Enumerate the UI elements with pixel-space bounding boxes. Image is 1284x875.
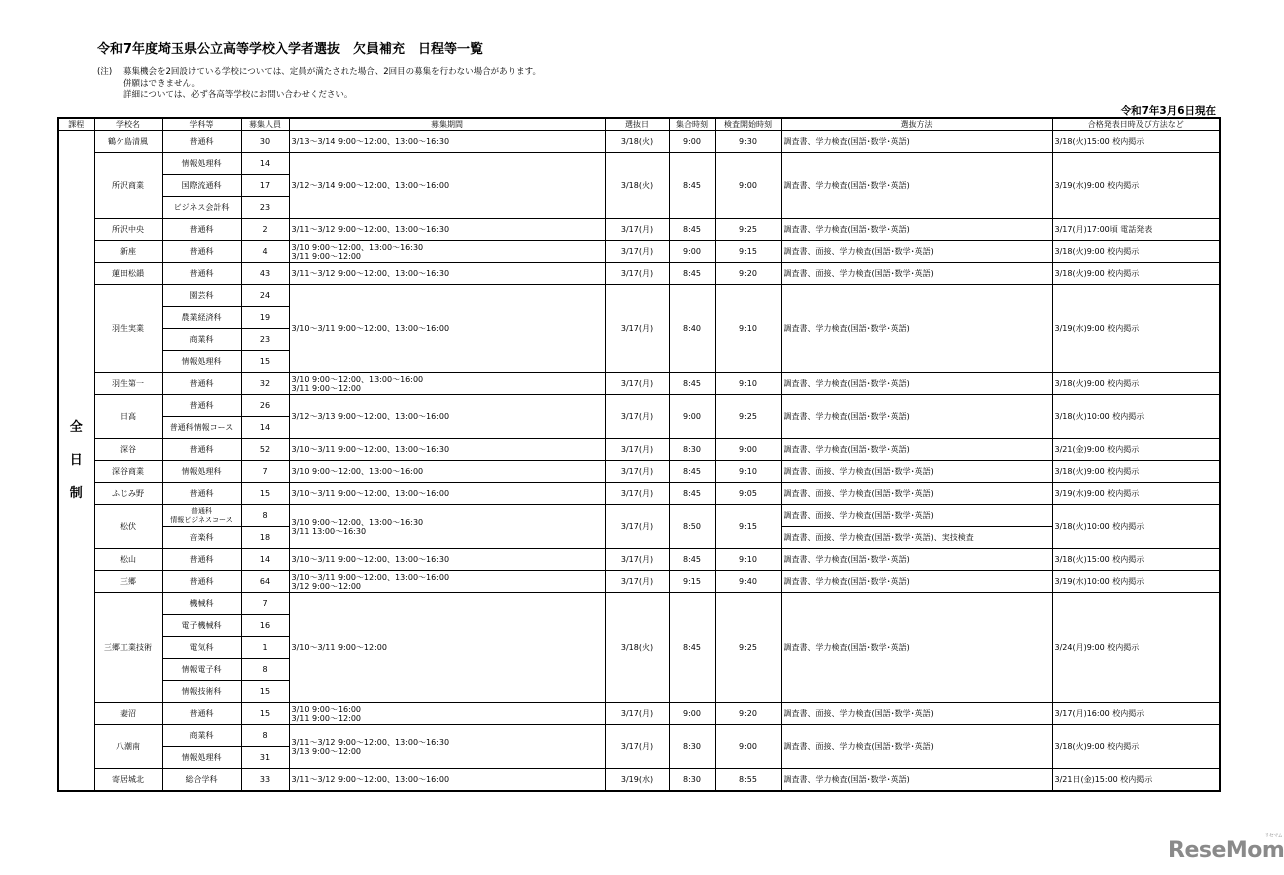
table-row [58,483,1220,505]
result-announcement: 3/18(火)15:00 校内掲示 [1052,131,1220,153]
capacity: 8 [241,659,289,681]
period-line: 3/10～3/11 9:00～12:00、13:00～16:30 [291,445,450,454]
header-capacity: 募集人員 [241,118,289,131]
department: 普通科 [162,395,241,417]
gather-time: 8:45 [669,483,715,505]
start-time: 9:10 [715,549,781,571]
result-announcement: 3/18(火)9:00 校内掲示 [1052,241,1220,263]
gather-time: 8:45 [669,461,715,483]
result-announcement: 3/18(火)10:00 校内掲示 [1052,395,1220,439]
capacity: 15 [241,703,289,725]
result-announcement: 3/19(水)9:00 校内掲示 [1052,285,1220,373]
department: 農業経済科 [162,307,241,329]
start-time: 9:15 [715,505,781,549]
period-line: 3/10 9:00～12:00、13:00～16:30 [291,242,424,252]
table-row [58,395,1220,417]
selection-method: 調査書、面接、学力検査(国語･数学･英語) [781,505,1052,527]
period-line: 3/11～3/12 9:00～12:00、13:00～16:00 [291,774,450,784]
capacity: 15 [241,681,289,703]
table-row [58,153,1220,175]
application-period [289,285,605,373]
result-announcement: 3/18(火)9:00 校内掲示 [1052,263,1220,285]
application-period [289,725,605,769]
logo-text: ReseMom [1168,838,1284,863]
selection-method: 調査書、学力検査(国語･数学･英語) [781,373,1052,395]
capacity: 14 [241,549,289,571]
exam-date: 3/17(月) [605,439,669,461]
exam-date: 3/17(月) [605,505,669,549]
table-body [58,131,1220,791]
gather-time: 8:45 [669,219,715,241]
header-gather-time: 集合時刻 [669,118,715,131]
department: 電子機械科 [162,615,241,637]
period-line: 3/10～3/11 9:00～12:00、13:00～16:00 [291,572,450,582]
application-period [289,483,605,505]
period-line: 3/10 9:00～12:00、13:00～16:00 [291,467,424,476]
capacity: 8 [241,505,289,527]
table-row [58,373,1220,395]
capacity: 18 [241,527,289,549]
period-line: 3/11 9:00～12:00 [291,383,362,393]
school-name: 蓮田松韻 [94,263,162,285]
department: 普通科 [162,483,241,505]
capacity: 16 [241,615,289,637]
table-row [58,219,1220,241]
note-label: (注) [97,67,113,77]
result-announcement: 3/19(水)9:00 校内掲示 [1052,153,1220,219]
exam-date: 3/17(月) [605,725,669,769]
capacity: 19 [241,307,289,329]
department: 普通科 [162,571,241,593]
department: 普通科 [162,263,241,285]
application-period [289,703,605,725]
table-row [58,725,1220,747]
department: 普通科 [162,703,241,725]
gather-time: 8:45 [669,263,715,285]
period-line: 3/13 9:00～12:00 [291,746,362,756]
school-name: 妻沼 [94,703,162,725]
header-row [58,118,1220,131]
department: 普通科 [162,439,241,461]
table-row [58,439,1220,461]
department: 音楽科 [162,527,241,549]
gather-time: 8:45 [669,373,715,395]
application-period [289,769,605,791]
selection-method: 調査書、面接、学力検査(国語･数学･英語) [781,263,1052,285]
table-row [58,549,1220,571]
exam-date: 3/18(火) [605,593,669,703]
period-line: 3/12～3/14 9:00～12:00、13:00～16:00 [291,181,450,190]
capacity: 15 [241,483,289,505]
table-row [58,703,1220,725]
gather-time: 9:00 [669,241,715,263]
application-period [289,571,605,593]
capacity: 24 [241,285,289,307]
department: 機械科 [162,593,241,615]
table-row [58,241,1220,263]
gather-time: 8:45 [669,153,715,219]
table-row [58,769,1220,791]
exam-date: 3/17(月) [605,461,669,483]
header-department: 学科等 [162,118,241,131]
result-announcement: 3/18(火)9:00 校内掲示 [1052,373,1220,395]
start-time: 9:20 [715,703,781,725]
period-line: 3/10 9:00～12:00、13:00～16:00 [291,374,424,384]
capacity: 23 [241,197,289,219]
capacity: 30 [241,131,289,153]
department-line: 情報ビジネスコース [170,515,233,524]
start-time: 9:10 [715,373,781,395]
exam-date: 3/17(月) [605,395,669,439]
course-cell [58,131,94,791]
capacity: 52 [241,439,289,461]
application-period [289,439,605,461]
header-start-time: 検査開始時刻 [715,118,781,131]
capacity: 1 [241,637,289,659]
schedule-table [57,117,1221,792]
capacity: 15 [241,351,289,373]
exam-date: 3/19(水) [605,769,669,791]
header-school: 学校名 [94,118,162,131]
selection-method: 調査書、学力検査(国語･数学･英語) [781,395,1052,439]
period-line: 3/12～3/13 9:00～12:00、13:00～16:00 [291,412,450,421]
application-period [289,131,605,153]
capacity: 7 [241,593,289,615]
school-name: 八潮南 [94,725,162,769]
school-name: 所沢中央 [94,219,162,241]
exam-date: 3/17(月) [605,373,669,395]
start-time: 8:55 [715,769,781,791]
start-time: 9:25 [715,593,781,703]
note-1: 募集機会を2回設けている学校については、定員が満たされた場合、2回目の募集を行わない場合があります。 [123,67,541,77]
period-line: 3/11 9:00～12:00 [291,713,362,723]
selection-method: 調査書、学力検査(国語･数学･英語) [781,131,1052,153]
resemom-logo [1168,833,1284,863]
selection-method: 調査書、面接、学力検査(国語･数学･英語)、実技検査 [781,527,1052,549]
table-row [58,285,1220,307]
result-announcement: 3/18(火)9:00 校内掲示 [1052,725,1220,769]
capacity: 64 [241,571,289,593]
school-name: 深谷 [94,439,162,461]
department: 総合学科 [162,769,241,791]
capacity: 14 [241,417,289,439]
application-period [289,153,605,219]
result-announcement: 3/19(水)10:00 校内掲示 [1052,571,1220,593]
course-char: 制 [69,485,83,501]
gather-time: 9:00 [669,703,715,725]
selection-method: 調査書、学力検査(国語･数学･英語) [781,285,1052,373]
exam-date: 3/17(月) [605,703,669,725]
exam-date: 3/17(月) [605,219,669,241]
selection-method: 調査書、面接、学力検査(国語･数学･英語) [781,241,1052,263]
selection-method: 調査書、学力検査(国語･数学･英語) [781,153,1052,219]
table-row [58,505,1220,527]
table-row [58,131,1220,153]
table-row [58,571,1220,593]
result-announcement: 3/19(水)9:00 校内掲示 [1052,483,1220,505]
school-name: 三郷工業技術 [94,593,162,703]
department: 国際流通科 [162,175,241,197]
period-line: 3/11～3/12 9:00～12:00、13:00～16:30 [291,737,450,747]
school-name: 鶴ケ島清風 [94,131,162,153]
start-time: 9:00 [715,725,781,769]
notes [97,67,541,102]
period-line: 3/10～3/11 9:00～12:00、13:00～16:00 [291,489,450,498]
capacity: 4 [241,241,289,263]
table-row [58,263,1220,285]
department-cell [162,505,241,527]
header-course: 課程 [58,118,94,131]
period-line: 3/10 9:00～12:00、13:00～16:30 [291,517,424,527]
school-name: 松伏 [94,505,162,549]
department: 商業科 [162,725,241,747]
school-name: 寄居城北 [94,769,162,791]
result-announcement: 3/21日(金)15:00 校内掲示 [1052,769,1220,791]
start-time: 9:10 [715,461,781,483]
selection-method: 調査書、学力検査(国語･数学･英語) [781,439,1052,461]
application-period [289,219,605,241]
capacity: 32 [241,373,289,395]
gather-time: 8:30 [669,439,715,461]
department: ビジネス会計科 [162,197,241,219]
period-line: 3/13～3/14 9:00～12:00、13:00～16:30 [291,137,450,146]
gather-time: 8:45 [669,549,715,571]
department: 商業科 [162,329,241,351]
start-time: 9:15 [715,241,781,263]
note-2: 併願はできません。 [123,78,201,89]
application-period [289,593,605,703]
course-char: 日 [69,452,83,468]
department: 情報処理科 [162,747,241,769]
period-line: 3/11 9:00～12:00 [291,251,362,261]
exam-date: 3/18(火) [605,131,669,153]
selection-method: 調査書、学力検査(国語･数学･英語) [781,571,1052,593]
capacity: 14 [241,153,289,175]
application-period [289,263,605,285]
gather-time: 8:50 [669,505,715,549]
result-announcement: 3/21(金)9:00 校内掲示 [1052,439,1220,461]
department: 普通科 [162,373,241,395]
department: 情報処理科 [162,153,241,175]
exam-date: 3/17(月) [605,571,669,593]
selection-method: 調査書、学力検査(国語･数学･英語) [781,549,1052,571]
capacity: 2 [241,219,289,241]
school-name: 新座 [94,241,162,263]
header-method: 選抜方法 [781,118,1052,131]
capacity: 7 [241,461,289,483]
result-announcement: 3/18(火)9:00 校内掲示 [1052,461,1220,483]
start-time: 9:20 [715,263,781,285]
result-announcement: 3/18(火)15:00 校内掲示 [1052,549,1220,571]
period-line: 3/10～3/11 9:00～12:00、13:00～16:30 [291,555,450,564]
header-period: 募集期間 [289,118,605,131]
result-announcement: 3/24(月)9:00 校内掲示 [1052,593,1220,703]
school-name: 羽生実業 [94,285,162,373]
header-exam-date: 選抜日 [605,118,669,131]
department: 情報技術科 [162,681,241,703]
school-name: 所沢商業 [94,153,162,219]
capacity: 31 [241,747,289,769]
gather-time: 8:40 [669,285,715,373]
start-time: 9:25 [715,219,781,241]
start-time: 9:25 [715,395,781,439]
department: 情報電子科 [162,659,241,681]
table-row [58,461,1220,483]
result-announcement: 3/18(火)10:00 校内掲示 [1052,505,1220,549]
result-announcement: 3/17(月)16:00 校内掲示 [1052,703,1220,725]
gather-time: 8:30 [669,725,715,769]
logo-subtext: リセマム [1264,833,1283,839]
department-line: 普通科 [191,506,212,515]
capacity: 23 [241,329,289,351]
selection-method: 調査書、面接、学力検査(国語･数学･英語) [781,461,1052,483]
start-time: 9:10 [715,285,781,373]
document-title: 令和7年度埼玉県公立高等学校入学者選抜 欠員補充 日程等一覧 [97,42,484,57]
exam-date: 3/17(月) [605,285,669,373]
department: 情報処理科 [162,351,241,373]
department: 園芸科 [162,285,241,307]
as-of-date: 令和7年3月6日現在 [1120,105,1216,117]
selection-method: 調査書、面接、学力検査(国語･数学･英語) [781,703,1052,725]
period-line: 3/11 13:00～16:30 [291,526,367,536]
period-line: 3/10～3/11 9:00～12:00 [291,643,387,652]
start-time: 9:40 [715,571,781,593]
exam-date: 3/17(月) [605,549,669,571]
period-line: 3/11～3/12 9:00～12:00、13:00～16:30 [291,269,450,278]
gather-time: 9:00 [669,395,715,439]
period-line: 3/10～3/11 9:00～12:00、13:00～16:00 [291,324,450,333]
school-name: 日高 [94,395,162,439]
department: 情報処理科 [162,461,241,483]
header-result: 合格発表日時及び方法など [1052,118,1220,131]
start-time: 9:05 [715,483,781,505]
start-time: 9:30 [715,131,781,153]
department: 普通科 [162,219,241,241]
capacity: 33 [241,769,289,791]
capacity: 43 [241,263,289,285]
capacity: 26 [241,395,289,417]
start-time: 9:00 [715,439,781,461]
capacity: 17 [241,175,289,197]
result-announcement: 3/17(月)17:00頃 電話発表 [1052,219,1220,241]
selection-method: 調査書、学力検査(国語･数学･英語) [781,769,1052,791]
capacity: 8 [241,725,289,747]
start-time: 9:00 [715,153,781,219]
gather-time: 8:30 [669,769,715,791]
department: 普通科 [162,241,241,263]
exam-date: 3/17(月) [605,263,669,285]
course-char: 全 [69,419,83,435]
application-period [289,241,605,263]
application-period [289,395,605,439]
gather-time: 9:00 [669,131,715,153]
exam-date: 3/17(月) [605,483,669,505]
school-name: 松山 [94,549,162,571]
period-line: 3/12 9:00～12:00 [291,581,362,591]
application-period [289,461,605,483]
gather-time: 9:15 [669,571,715,593]
school-name: ふじみ野 [94,483,162,505]
department: 普通科 [162,131,241,153]
department: 普通科 [162,549,241,571]
school-name: 深谷商業 [94,461,162,483]
selection-method: 調査書、面接、学力検査(国語･数学･英語) [781,725,1052,769]
department: 普通科情報コース [162,417,241,439]
selection-method: 調査書、学力検査(国語･数学･英語) [781,219,1052,241]
note-3: 詳細については、必ず各高等学校にお問い合わせください。 [123,90,353,100]
department: 電気科 [162,637,241,659]
period-line: 3/11～3/12 9:00～12:00、13:00～16:30 [291,225,450,234]
table-row [58,593,1220,615]
period-line: 3/10 9:00～16:00 [291,704,362,714]
school-name: 羽生第一 [94,373,162,395]
application-period [289,505,605,549]
exam-date: 3/18(火) [605,153,669,219]
selection-method: 調査書、学力検査(国語･数学･英語) [781,593,1052,703]
selection-method: 調査書、面接、学力検査(国語･数学･英語) [781,483,1052,505]
application-period [289,549,605,571]
application-period [289,373,605,395]
exam-date: 3/17(月) [605,241,669,263]
gather-time: 8:45 [669,593,715,703]
school-name: 三郷 [94,571,162,593]
